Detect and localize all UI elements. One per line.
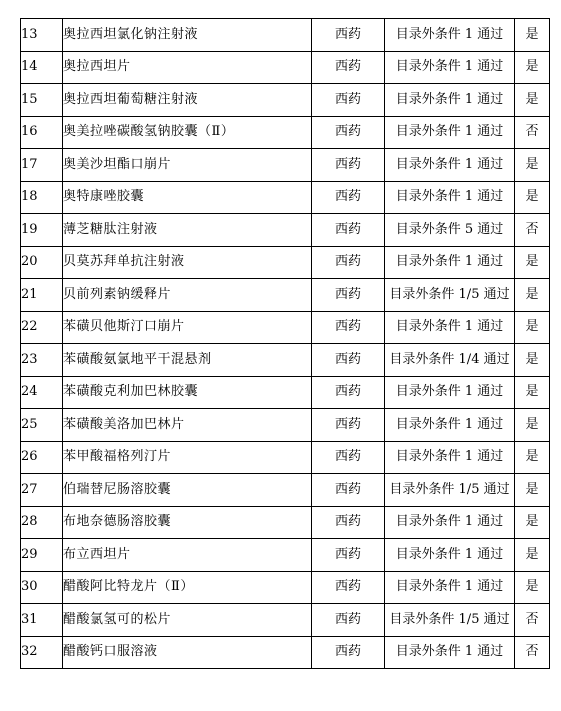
drug-type: 西药 [312,19,385,52]
review-condition: 目录外条件 1/5 通过 [385,474,515,507]
result-flag: 是 [515,181,550,214]
review-condition: 目录外条件 1 通过 [385,506,515,539]
review-condition: 目录外条件 1/5 通过 [385,604,515,637]
drug-name: 布地奈德肠溶胶囊 [63,506,312,539]
row-number: 31 [21,604,63,637]
drug-name: 醋酸阿比特龙片（Ⅱ） [63,571,312,604]
row-number: 15 [21,84,63,117]
drug-name: 醋酸氯氢可的松片 [63,604,312,637]
drug-type: 西药 [312,246,385,279]
drug-name: 薄芝糖肽注射液 [63,214,312,247]
table-row [21,51,550,84]
drug-type: 西药 [312,116,385,149]
drug-name: 伯瑞替尼肠溶胶囊 [63,474,312,507]
drug-name: 布立西坦片 [63,539,312,572]
table-row [21,604,550,637]
table-row [21,246,550,279]
result-flag: 是 [515,376,550,409]
table-row [21,19,550,52]
row-number: 28 [21,506,63,539]
result-flag: 是 [515,539,550,572]
drug-name: 苯磺酸克利加巴林胶囊 [63,376,312,409]
drug-list-table [20,18,550,669]
drug-name: 苯磺酸氨氯地平干混悬剂 [63,344,312,377]
drug-type: 西药 [312,149,385,182]
drug-name: 苯甲酸福格列汀片 [63,441,312,474]
row-number: 27 [21,474,63,507]
drug-type: 西药 [312,441,385,474]
drug-type: 西药 [312,84,385,117]
drug-type: 西药 [312,51,385,84]
row-number: 29 [21,539,63,572]
result-flag: 是 [515,344,550,377]
review-condition: 目录外条件 1 通过 [385,376,515,409]
review-condition: 目录外条件 5 通过 [385,214,515,247]
row-number: 23 [21,344,63,377]
review-condition: 目录外条件 1 通过 [385,51,515,84]
table-row [21,636,550,669]
review-condition: 目录外条件 1 通过 [385,181,515,214]
drug-type: 西药 [312,474,385,507]
drug-type: 西药 [312,636,385,669]
row-number: 32 [21,636,63,669]
drug-type: 西药 [312,604,385,637]
table-row [21,181,550,214]
row-number: 20 [21,246,63,279]
drug-type: 西药 [312,344,385,377]
drug-name: 苯磺贝他斯汀口崩片 [63,311,312,344]
table-row [21,441,550,474]
review-condition: 目录外条件 1 通过 [385,116,515,149]
result-flag: 是 [515,506,550,539]
result-flag: 是 [515,149,550,182]
review-condition: 目录外条件 1/5 通过 [385,279,515,312]
table-row [21,474,550,507]
drug-name: 贝前列素钠缓释片 [63,279,312,312]
result-flag: 是 [515,279,550,312]
drug-type: 西药 [312,409,385,442]
table-row [21,539,550,572]
row-number: 14 [21,51,63,84]
review-condition: 目录外条件 1 通过 [385,409,515,442]
drug-type: 西药 [312,571,385,604]
drug-type: 西药 [312,539,385,572]
drug-name: 奥美拉唑碳酸氢钠胶囊（Ⅱ） [63,116,312,149]
row-number: 17 [21,149,63,182]
drug-name: 奥拉西坦氯化钠注射液 [63,19,312,52]
drug-type: 西药 [312,311,385,344]
table-row [21,116,550,149]
row-number: 19 [21,214,63,247]
review-condition: 目录外条件 1 通过 [385,19,515,52]
drug-type: 西药 [312,181,385,214]
result-flag: 是 [515,474,550,507]
review-condition: 目录外条件 1 通过 [385,539,515,572]
drug-name: 醋酸钙口服溶液 [63,636,312,669]
result-flag: 是 [515,84,550,117]
table-row [21,376,550,409]
drug-name: 奥拉西坦片 [63,51,312,84]
review-condition: 目录外条件 1/4 通过 [385,344,515,377]
drug-name: 奥拉西坦葡萄糖注射液 [63,84,312,117]
table-row [21,84,550,117]
table-row [21,571,550,604]
review-condition: 目录外条件 1 通过 [385,571,515,604]
table-row [21,409,550,442]
review-condition: 目录外条件 1 通过 [385,84,515,117]
drug-type: 西药 [312,506,385,539]
table-row [21,279,550,312]
drug-type: 西药 [312,279,385,312]
review-condition: 目录外条件 1 通过 [385,149,515,182]
table-row [21,149,550,182]
row-number: 13 [21,19,63,52]
review-condition: 目录外条件 1 通过 [385,311,515,344]
result-flag: 否 [515,636,550,669]
result-flag: 否 [515,214,550,247]
review-condition: 目录外条件 1 通过 [385,246,515,279]
result-flag: 是 [515,51,550,84]
drug-type: 西药 [312,376,385,409]
review-condition: 目录外条件 1 通过 [385,636,515,669]
drug-type: 西药 [312,214,385,247]
row-number: 25 [21,409,63,442]
row-number: 24 [21,376,63,409]
row-number: 30 [21,571,63,604]
row-number: 26 [21,441,63,474]
result-flag: 是 [515,19,550,52]
table-row [21,506,550,539]
drug-name: 奥美沙坦酯口崩片 [63,149,312,182]
result-flag: 否 [515,116,550,149]
result-flag: 是 [515,246,550,279]
table-row [21,344,550,377]
table-row [21,214,550,247]
drug-name: 奥特康唑胶囊 [63,181,312,214]
review-condition: 目录外条件 1 通过 [385,441,515,474]
table-row [21,311,550,344]
row-number: 21 [21,279,63,312]
drug-list-body [21,19,550,669]
row-number: 16 [21,116,63,149]
result-flag: 是 [515,571,550,604]
drug-name: 苯磺酸美洛加巴林片 [63,409,312,442]
result-flag: 是 [515,441,550,474]
result-flag: 是 [515,409,550,442]
row-number: 18 [21,181,63,214]
result-flag: 否 [515,604,550,637]
row-number: 22 [21,311,63,344]
result-flag: 是 [515,311,550,344]
drug-name: 贝莫苏拜单抗注射液 [63,246,312,279]
